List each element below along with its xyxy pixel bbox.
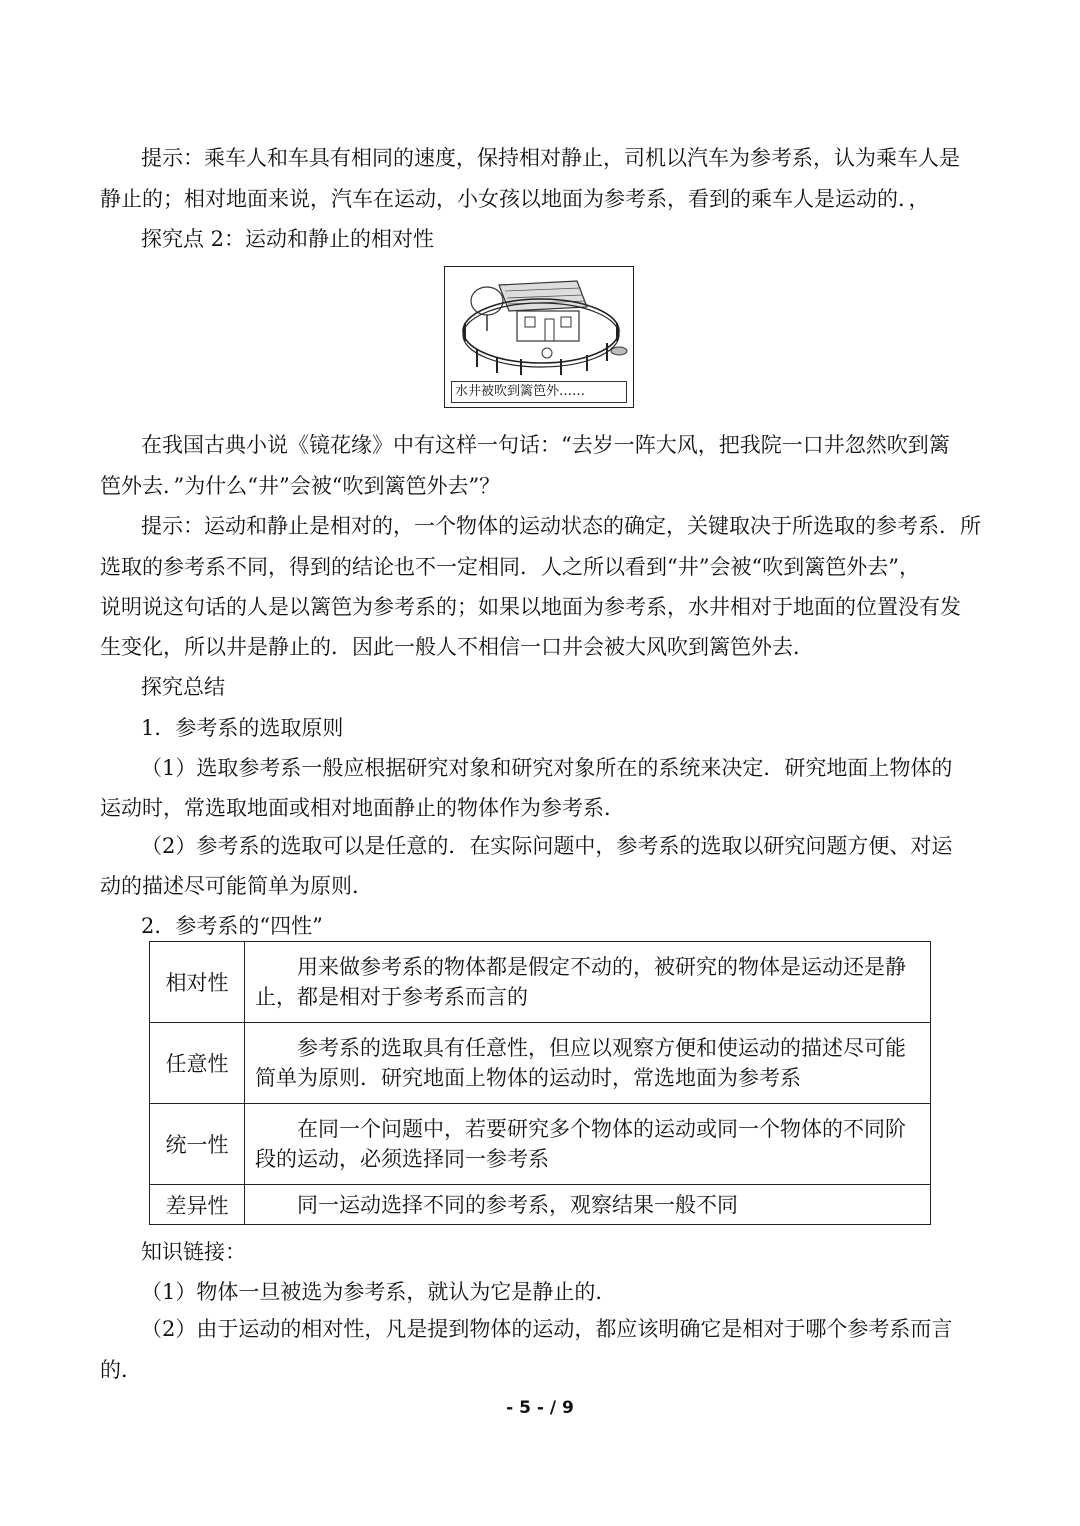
prop-desc: 在同一个问题中，若要研究多个物体的运动或同一个物体的不同阶段的运动，必须选择同一参考系 — [245, 1104, 931, 1185]
prop-desc: 参考系的选取具有任意性，但应以观察方便和使运动的描述尽可能简单为原则．研究地面上物体的运动时，常选地面为参考系 — [245, 1023, 931, 1104]
section-heading: 探究点 2：运动和静止的相对性 — [141, 227, 435, 251]
page-number: - 5 - / 9 — [506, 1398, 574, 1418]
hint1-line1: 提示：乘车人和车具有相同的速度，保持相对静止，司机以汽车为参考系，认为乘车人是 — [141, 146, 960, 170]
hint2-line3: 说明说这句话的人是以篱笆为参考系的；如果以地面为参考系，水井相对于地面的位置没有发 — [100, 595, 961, 619]
question-line2: 笆外去．”为什么“井”会被“吹到篱笆外去”？ — [100, 474, 501, 498]
table-row — [150, 942, 931, 1023]
hint1-line2: 静止的；相对地面来说，汽车在运动，小女孩以地面为参考系，看到的乘车人是运动的．， — [100, 187, 930, 211]
knowledge-item2-line2: 的． — [100, 1358, 142, 1382]
hint2-line1: 提示：运动和静止是相对的，一个物体的运动状态的确定，关键取决于所选取的参考系．所 — [141, 514, 981, 538]
principle-title: 1．参考系的选取原则 — [141, 716, 344, 740]
four-props-table — [149, 941, 931, 1225]
knowledge-item2-line1: （2）由于运动的相对性，凡是提到物体的运动，都应该明确它是相对于哪个参考系而言 — [141, 1317, 953, 1341]
fence-house-drawing — [449, 271, 629, 377]
prop-name: 差异性 — [150, 1185, 245, 1225]
hint2-line4: 生变化，所以井是静止的．因此一般人不相信一口井会被大风吹到篱笆外去． — [100, 635, 814, 659]
principle-item2-line2: 动的描述尽可能简单为原则． — [100, 874, 373, 898]
four-props-title: 2．参考系的“四性” — [141, 914, 323, 938]
prop-name: 任意性 — [150, 1023, 245, 1104]
prop-name: 统一性 — [150, 1104, 245, 1185]
principle-item2-line1: （2）参考系的选取可以是任意的．在实际问题中，参考系的选取以研究问题方便、对运 — [141, 834, 953, 858]
prop-desc: 同一运动选择不同的参考系，观察结果一般不同 — [245, 1185, 931, 1225]
question-line1: 在我国古典小说《镜花缘》中有这样一句话：“去岁一阵大风，把我院一口井忽然吹到篱 — [141, 433, 950, 457]
prop-name: 相对性 — [150, 942, 245, 1023]
principle-item1-line2: 运动时，常选取地面或相对地面静止的物体作为参考系． — [100, 796, 625, 820]
summary-title: 探究总结 — [141, 675, 225, 699]
figure-caption: 水井被吹到篱笆外…… — [451, 381, 627, 403]
principle-item1-line1: （1）选取参考系一般应根据研究对象和研究对象所在的系统来决定．研究地面上物体的 — [141, 756, 953, 780]
table-row — [150, 1185, 931, 1225]
knowledge-title: 知识链接： — [141, 1240, 246, 1264]
hint2-line2: 选取的参考系不同，得到的结论也不一定相同．人之所以看到“井”会被“吹到篱笆外去”， — [100, 555, 920, 579]
well-fence-illustration — [444, 266, 634, 408]
knowledge-item1: （1）物体一旦被选为参考系，就认为它是静止的． — [141, 1280, 617, 1304]
table-row — [150, 1023, 931, 1104]
prop-desc: 用来做参考系的物体都是假定不动的，被研究的物体是运动还是静止，都是相对于参考系而言的 — [245, 942, 931, 1023]
table-row — [150, 1104, 931, 1185]
